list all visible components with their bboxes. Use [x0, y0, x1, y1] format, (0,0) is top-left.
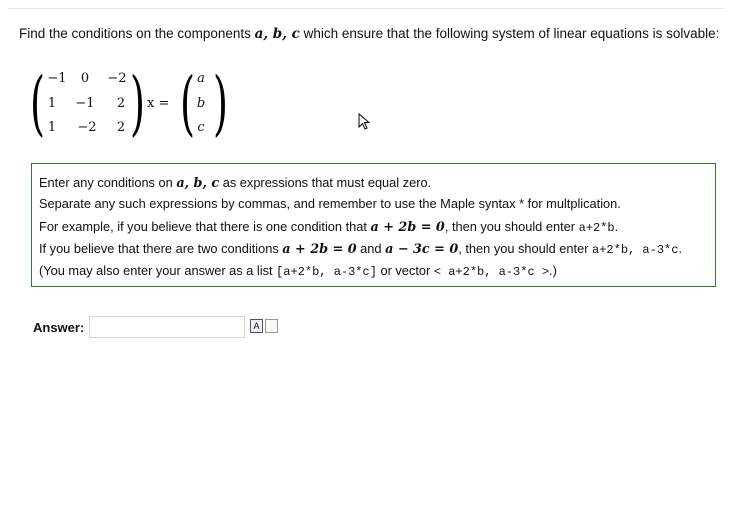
left-paren-rhs: (	[180, 62, 196, 144]
rhs-cell: a	[197, 71, 205, 86]
matrix-cell: 2	[116, 120, 126, 135]
matrix-cell: −2	[107, 71, 127, 86]
matrix-cell: 2	[116, 96, 126, 111]
matrix-cell: −2	[77, 120, 97, 135]
matrix-cell: 0	[80, 71, 90, 86]
mouse-pointer-icon	[358, 113, 372, 131]
x-equals: x =	[147, 96, 170, 111]
answer-input[interactable]	[89, 316, 245, 338]
top-divider	[8, 8, 724, 9]
left-paren: (	[30, 62, 46, 144]
preview-icon[interactable]	[265, 319, 278, 333]
equation-editor-icon[interactable]: A	[250, 319, 263, 333]
matrix-cell: −1	[75, 96, 95, 111]
right-paren-rhs: )	[213, 62, 229, 144]
matrix-cell: 1	[47, 96, 57, 111]
question-text: Find the conditions on the components a, b, c which ensure that the following system of linear equations is solvable:	[19, 26, 720, 42]
instruction-line-5: (You may also enter your answer as a list [a+2*b, a-3*c] or vector < a+2*b, a-3*c >.)	[39, 263, 557, 279]
rhs-cell: b	[196, 96, 206, 111]
instruction-line-2: Separate any such expressions by commas, and remember to use the Maple syntax * for multplication.	[39, 196, 621, 211]
matrix-cell: 1	[47, 120, 57, 135]
instruction-line-4: If you believe that there are two conditions a + 2b = 0 and a − 3c = 0, then you should enter a+2*b, a-3*c.	[39, 241, 682, 257]
right-paren: )	[130, 62, 146, 144]
instructions-box	[31, 163, 716, 287]
linear-system	[30, 62, 240, 144]
matrix-cell: −1	[47, 71, 67, 86]
instruction-line-1: Enter any conditions on a, b, c as expressions that must equal zero.	[39, 175, 432, 191]
rhs-cell: c	[197, 120, 205, 135]
answer-label: Answer:	[33, 320, 85, 335]
instruction-line-3: For example, if you believe that there is one condition that a + 2b = 0, then you should enter a+2*b.	[39, 219, 619, 235]
